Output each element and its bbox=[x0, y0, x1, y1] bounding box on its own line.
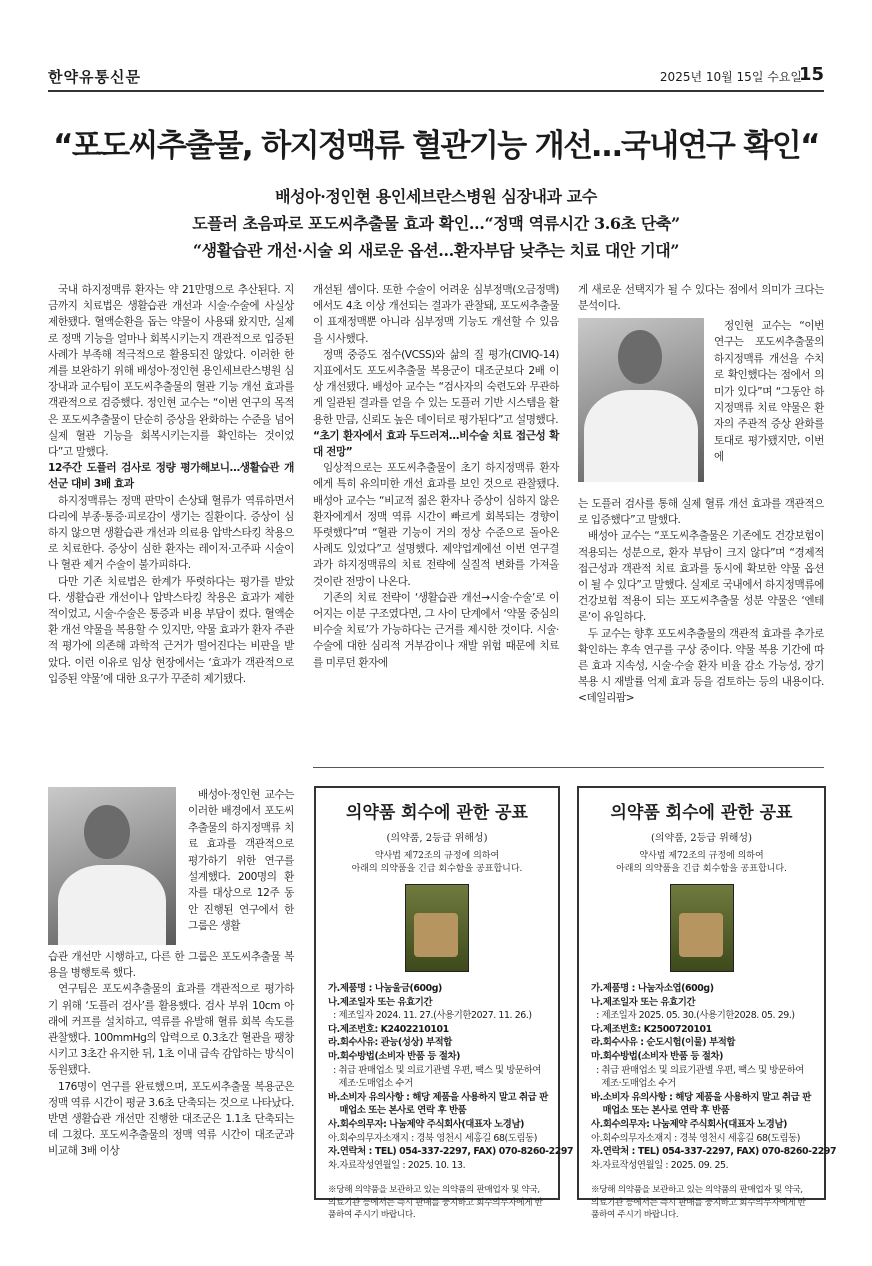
masthead: 한약유통신문 bbox=[48, 68, 141, 86]
paragraph: 하지정맥류는 정맥 판막이 손상돼 혈류가 역류하면서 다리에 부종·통증·피로감이 생기는 질환이다. 증상이 심하지 않으면 생활습관 개선과 의료용 압박스타킹 착용으로 치료한다. 증상이 심한 환자는 레이저·고주파 시술이나 혈관 제거 수술이 불가피하다. bbox=[48, 494, 294, 572]
notice-item: 마.회수방법(소비자 반품 등 절차) bbox=[328, 1050, 461, 1062]
paragraph: 정맥 중증도 점수(VCSS)와 삶의 질 평가(CIVIQ-14) 지표에서도 포도씨추출물 복용군이 대조군보다 2배 이상 개선됐다. 배성아 교수는 “검사자의 숙련도와 무관하게 일관된 결과를 얻을 수 있는 도플러 기반 시스템을 활용한 만큼, 신뢰도 높은 데이터로 평가된다”고 설명했다. bbox=[313, 348, 559, 426]
notice-lead-line: 약사법 제72조의 규정에 의하여 bbox=[639, 851, 764, 861]
notice-item: : 제조일자 2025. 05. 30.(사용기한2028. 05. 29.) bbox=[591, 1010, 795, 1022]
recall-notice-1 bbox=[314, 786, 574, 1220]
paragraph: 176명이 연구를 완료했으며, 포도씨추출물 복용군은 정맥 역류 시간이 평균 3.6초 단축되는 것으로 나타났다. 반면 생활습관 개선만 진행한 대조군은 1.1초 단축되는 데 그쳤다. 포도씨추출물의 정맥 역류 시간이 대조군과 비교해 3배 이상 bbox=[48, 1080, 294, 1158]
notice-item: 제조·도매업소 수거 bbox=[328, 1078, 413, 1090]
photo-bae bbox=[48, 787, 176, 945]
notice-item: 매업소 또는 본사로 연락 후 반품 bbox=[328, 1105, 467, 1117]
notice-items bbox=[328, 982, 574, 1172]
paragraph: 연구팀은 포도씨추출물의 효과를 객관적으로 평가하기 위해 ‘도플러 검사’를 활용했다. 검사 부위 10cm 아래에 커프를 설치하고, 역류를 유발해 혈류 회복 속도를 관찰했다. 100mmHg의 압력으로 0.3초간 혈관을 팽창시키고 3초간 유지한 뒤, 1초 이내 급속 감압하는 방식이 동원됐다. bbox=[48, 983, 294, 1077]
notice-grade: (의약품, 2등급 위해성) bbox=[386, 833, 488, 844]
product-image bbox=[405, 884, 469, 972]
notice-title: 의약품 회수에 관한 공표 bbox=[610, 803, 793, 823]
article-col1-wrap bbox=[188, 787, 294, 935]
notice-item: 다.제조번호: K2500720101 bbox=[591, 1023, 712, 1035]
notice-item: 바.소비자 유의사항 : 해당 제품을 사용하지 말고 취급 판 bbox=[591, 1091, 811, 1103]
subhead-finding: 도플러 초음파로 포도씨추출물 효과 확인…“정맥 역류시간 3.6초 단축” bbox=[192, 214, 680, 233]
paragraph: 배성아 교수는 “포도씨추출물은 기존에도 건강보험이 적용되는 성분으로, 환자 부담이 크지 않다”며 “경제적 접근성과 객관적 치료 효과를 동시에 확보한 약물 옵션이 될 수 있다”고 말했다. 실제로 국내에서 하지정맥류에 건강보험 적용이 되는 포도씨추출물 성분 약물은 ‘엔테론’이 유일하다. bbox=[578, 530, 824, 624]
paragraph: 두 교수는 향후 포도씨추출물의 객관적 효과를 추가로 확인하는 후속 연구를 구상 중이다. 약물 복용 기간에 따른 효과 지속성, 시술·수술 환자 비율 감소 가능성, 장기 복용 시 재발률 억제 효과 등을 검토하는 등의 내용이다. <데일리팜> bbox=[578, 627, 824, 705]
subhead-authors: 배성아·정인현 용인세브란스병원 심장내과 교수 bbox=[275, 187, 597, 206]
notice-item: 자.연락처 : TEL) 054-337-2297, FAX) 070-8260-2297 bbox=[591, 1146, 837, 1158]
notice-item: 아.회수의무자소재지 : 경북 영천시 세홍길 68(도림동) bbox=[328, 1132, 538, 1144]
notice-item: 바.소비자 유의사항 : 해당 제품을 사용하지 말고 취급 판 bbox=[328, 1091, 548, 1103]
section-subhead: 12주간 도플러 검사로 정량 평가해보니…생활습관 개선군 대비 3배 효과 bbox=[48, 462, 294, 491]
notice-item: 마.회수방법(소비자 반품 등 절차) bbox=[591, 1050, 724, 1062]
article-col3-top bbox=[578, 282, 824, 314]
notice-item: 가.제품명 : 나눔울금(600g) bbox=[328, 983, 442, 994]
notice-footnote: ※당해 의약품을 보관하고 있는 의약품의 판매업자 및 약국, 의료기관 등에서는 즉시 판매를 중지하고 회수의무자에게 반품하여 주시기 바랍니다. bbox=[328, 1185, 543, 1220]
notice-item: 자.연락처 : TEL) 054-337-2297, FAX) 070-8260-2297 bbox=[328, 1146, 574, 1158]
notice-item: 가.제품명 : 나눔자소엽(600g) bbox=[591, 983, 714, 994]
notice-item: : 제조일자 2024. 11. 27.(사용기한2027. 11. 26.) bbox=[328, 1010, 532, 1022]
notice-lead-line: 약사법 제72조의 규정에 의하여 bbox=[374, 851, 500, 861]
article-col3-bottom bbox=[578, 496, 824, 707]
notice-title: 의약품 회수에 관한 공표 bbox=[346, 803, 528, 823]
notice-item: 나.제조일자 또는 유효기간 bbox=[328, 996, 433, 1008]
notice-footnote: ※당해 의약품을 보관하고 있는 의약품의 판매업자 및 약국, 의료기관 등에서는 즉시 판매를 중지하고 회수의무자에게 반품하여 주시기 바랍니다. bbox=[591, 1185, 806, 1220]
section-divider bbox=[313, 767, 824, 768]
notice-item: 아.회수의무자소재지 : 경북 영천시 세홍길 68(도림동) bbox=[591, 1132, 801, 1144]
notice-item: 라.회수사유: 관능(성상) 부적합 bbox=[328, 1037, 452, 1049]
notice-grade: (의약품, 2등급 위해성) bbox=[651, 833, 752, 844]
page-number: 15 bbox=[798, 64, 824, 85]
paragraph: 정인현 교수는 “이번 연구는 포도씨추출물의 하지정맥류 개선을 수치로 확인했다는 점에서 의미가 있다”며 “그동안 하지정맥류 치료 약물은 환자의 주관적 증상 완화를 토대로 평가됐지만, 이번에 bbox=[714, 320, 824, 464]
notice-item: 차.자료작성연월일 : 2025. 09. 25. bbox=[591, 1159, 729, 1171]
article-col3-wrap bbox=[714, 318, 824, 466]
notice-item: 제조·도매업소 수거 bbox=[591, 1078, 676, 1090]
subhead-quote: “생활습관 개선·시술 외 새로운 옵션…환자부담 낮추는 치료 대안 기대” bbox=[192, 241, 680, 260]
notice-lead-line: 아래의 의약품을 긴급 회수함을 공표합니다. bbox=[616, 864, 787, 874]
paragraph: 는 도플러 검사를 통해 실제 혈류 개선 효과를 객관적으로 입증했다”고 말했다. bbox=[578, 498, 824, 527]
notice-item: : 취급 판매업소 및 의료기관별 우편, 팩스 및 방문하여 bbox=[328, 1064, 541, 1076]
product-image bbox=[670, 884, 734, 972]
notice-items bbox=[591, 982, 837, 1172]
paragraph: 국내 하지정맥류 환자는 약 21만명으로 추산된다. 지금까지 치료법은 생활습관 개선과 시술·수술에 사실상 제한됐다. 혈액순환을 돕는 약물이 사용돼 왔지만, 실제로 정맥 기능을 얼마나 회복시키는지 객관적으로 입증된 사례가 부족해 적극적으로 활용되진 않았다. 이러한 한계를 보완하기 위해 배성아·정인현 용인세브란스병원 심장내과 교수팀이 포도씨추출물의 혈관 기능 개선 효과를 객관적으로 검증했다. 정인현 교수는 “이번 연구의 목적은 포도씨추출물이 단순히 증상을 완화하는 수준을 넘어 실제 혈관 기능을 회복시키는지를 확인하는 것이었다”고 말했다. bbox=[48, 284, 294, 459]
article-col2 bbox=[313, 282, 559, 671]
notice-lead-line: 아래의 의약품을 긴급 회수함을 공표합니다. bbox=[351, 864, 523, 874]
paragraph: 습관 개선만 시행하고, 다른 한 그룹은 포도씨추출물 복용을 병행토록 했다. bbox=[48, 951, 294, 980]
paragraph: 기존의 치료 전략이 ‘생활습관 개선→시술·수술’로 이어지는 이분 구조였다면, 그 사이 단계에서 ‘약물 중심의 비수술 치료’가 가능하다는 근거를 제시한 것이다. 시술·수술에 대한 심리적 거부감이나 재발 위험 때문에 치료를 미루던 환자에 bbox=[313, 591, 559, 669]
notice-item: 매업소 또는 본사로 연락 후 반품 bbox=[591, 1105, 730, 1117]
paragraph: 게 새로운 선택지가 될 수 있다는 점에서 의미가 크다는 분석이다. bbox=[578, 284, 824, 313]
paragraph: 임상적으로는 포도씨추출물이 초기 하지정맥류 환자에게 특히 유의미한 개선 효과를 보인 것으로 관찰됐다. 배성아 교수는 “비교적 젊은 환자나 증상이 심하지 않은 환자에게서 정맥 역류 시간이 빠르게 회복되는 경향이 뚜렷했다”며 “혈관 기능이 거의 정상 수준으로 돌아온 사례도 있었다”고 설명했다. 제약업계에선 이번 연구결과가 하지정맥류의 치료 전략에 실질적 변화를 가져올 것이란 전망이 나온다. bbox=[313, 462, 559, 588]
headline: “포도씨추출물, 하지정맥류 혈관기능 개선…국내연구 확인“ bbox=[53, 128, 819, 164]
paragraph: 배성아·정인현 교수는 이러한 배경에서 포도씨추출물의 하지정맥류 치료 효과를 객관적으로 평가하기 위한 연구를 설계했다. 200명의 환자를 대상으로 12주 동안 진행된 연구에서 한 그룹은 생활 bbox=[188, 789, 294, 933]
paragraph: 다만 기존 치료법은 한계가 뚜렷하다는 평가를 받았다. 생활습관 개선이나 압박스타킹 착용은 효과가 제한적이었고, 시술·수술은 통증과 비용 부담이 컸다. 혈액순환 개선 약물을 복용할 수 있지만, 약물 효과가 환자 주관적 평가에 의존해 과학적 근거가 떨어진다는 비판을 받았다. 이런 이유로 임상 현장에서는 ‘효과가 객관적으로 입증된 약물’에 대한 요구가 꾸준히 제기됐다. bbox=[48, 575, 295, 685]
recall-notice-2 bbox=[577, 786, 837, 1220]
article-col1-top bbox=[48, 282, 294, 687]
notice-item: 나.제조일자 또는 유효기간 bbox=[591, 996, 696, 1008]
notice-lead bbox=[316, 850, 558, 876]
notice-item: 사.회수의무자: 나눔제약 주식회사(대표자 노경남) bbox=[591, 1118, 787, 1130]
notice-item: : 취급 판매업소 및 의료기관별 우편, 팩스 및 방문하여 bbox=[591, 1064, 804, 1076]
notice-item: 차.자료작성연월일 : 2025. 10. 13. bbox=[328, 1159, 466, 1171]
article-col1-bottom bbox=[48, 949, 294, 1160]
paragraph: 개선된 셈이다. 또한 수술이 어려운 심부정맥(오금정맥)에서도 4초 이상 개선되는 결과가 관찰돼, 포도씨추출물이 표재정맥뿐 아니라 심부정맥 기능도 개선할 수 있음을 시사했다. bbox=[313, 284, 559, 345]
dateline: 2025년 10월 15일 수요일 bbox=[659, 70, 802, 84]
notice-item: 사.회수의무자: 나눔제약 주식회사(대표자 노경남) bbox=[328, 1118, 524, 1130]
notice-lead bbox=[579, 850, 824, 876]
notice-item: 라.회수사유 : 순도시험(이물) 부적합 bbox=[591, 1037, 736, 1049]
header-rule bbox=[48, 90, 824, 92]
notice-item: 다.제조번호: K2402210101 bbox=[328, 1023, 449, 1035]
photo-jung bbox=[578, 318, 704, 482]
section-subhead: “초기 환자에서 효과 두드러져…비수술 치료 접근성 확대 전망” bbox=[313, 429, 559, 459]
